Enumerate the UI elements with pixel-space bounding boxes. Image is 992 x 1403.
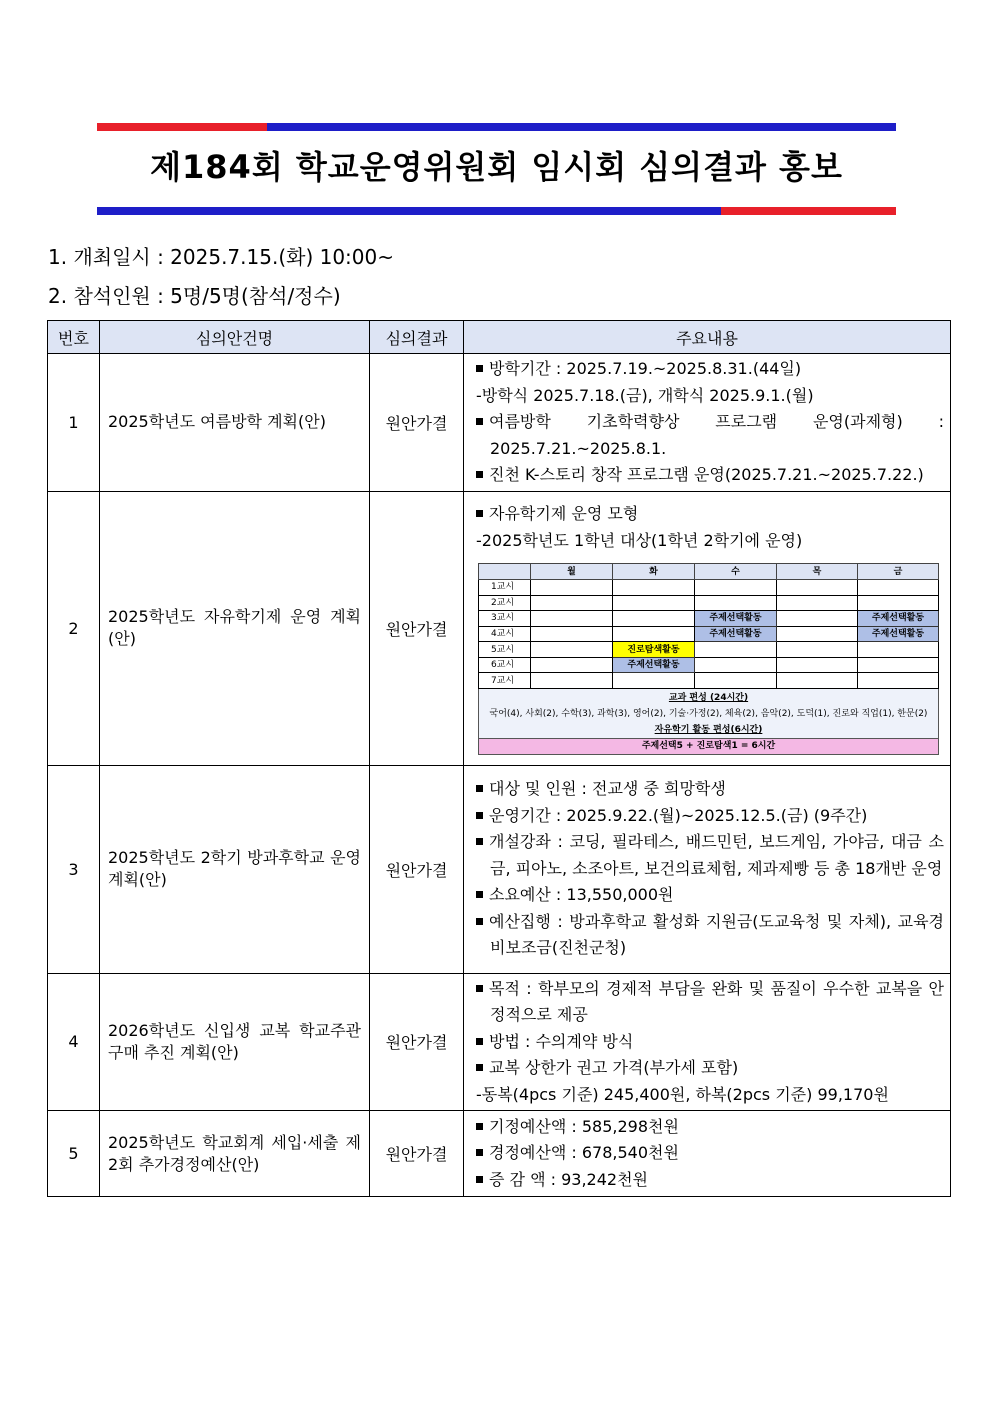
agenda-name: 2025학년도 자유학기제 운영 계획(안) [100, 491, 370, 765]
period-row [479, 673, 939, 689]
day-header: 화 [613, 564, 695, 580]
free-semester-title: 자유학기 활동 편성(6시간) [654, 725, 763, 736]
bullet-square-icon [476, 891, 483, 898]
sub-item: -동복(4pcs 기준) 245,400원, 하복(2pcs 기준) 99,170원 [476, 1084, 889, 1104]
empty-cell [695, 595, 777, 611]
header-content: 주요내용 [464, 321, 951, 354]
bullet-square-icon [476, 985, 483, 992]
bullet-item: 예산집행 : 방과후학교 활성화 지원금(도교육청 및 자체), 교육경비보조금(진천군청) [476, 909, 944, 962]
empty-cell [777, 595, 858, 611]
empty-cell [777, 579, 858, 595]
period-label: 5교시 [479, 642, 531, 658]
title-top-bar [97, 123, 896, 131]
content-cell [464, 354, 951, 492]
timetable-header [479, 564, 939, 580]
bullet-item: 기정예산액 : 585,298천원 [476, 1114, 944, 1141]
row-number: 5 [48, 1111, 100, 1197]
result: 원안가결 [370, 491, 464, 765]
bullet-square-icon [476, 471, 483, 478]
curriculum-subjects: 국어(4), 사회(2), 수학(3), 과학(3), 영어(2), 기술·가정(2), 체육(2), 음악(2), 도덕(1), 진로와 직업(1), 한문(2) [489, 709, 928, 720]
header-agenda: 심의안건명 [100, 321, 370, 354]
content-cell [464, 1111, 951, 1197]
topic-activity-cell: 주제선택활동 [858, 611, 939, 627]
bullet-item: 여름방학 기초학력향상 프로그램 운영(과제형) : 2025.7.21.~2025.8.1. [476, 409, 944, 462]
result: 원안가결 [370, 765, 464, 973]
bullet-item: 대상 및 인원 : 전교생 중 희망학생 [476, 776, 944, 803]
table-row [48, 1111, 951, 1197]
bullet-item: 소요예산 : 13,550,000원 [476, 882, 944, 909]
row-number: 2 [48, 491, 100, 765]
empty-cell [613, 611, 695, 627]
table-header-row [48, 321, 951, 354]
bullet-item: 자유학기제 운영 모형 [476, 501, 944, 528]
bullet-item: 방법 : 수의계약 방식 [476, 1029, 944, 1056]
content-cell [464, 491, 951, 765]
day-header: 목 [777, 564, 858, 580]
attendance: 2. 참석인원 : 5명/5명(참석/정수) [48, 284, 341, 308]
meeting-datetime: 1. 개최일시 : 2025.7.15.(화) 10:00~ [48, 245, 394, 269]
bullet-item: 개설강좌 : 코딩, 필라테스, 배드민턴, 보드게임, 가야금, 대금 소금, 피아노, 소조아트, 보건의료체험, 제과제빵 등 총 18개반 운영 [476, 829, 944, 882]
bullet-item: 목적 : 학부모의 경제적 부담을 완화 및 품질이 우수한 교복을 안정적으로 제공 [476, 976, 944, 1029]
table-row [48, 491, 951, 765]
day-header: 수 [695, 564, 777, 580]
empty-cell [858, 673, 939, 689]
period-label: 6교시 [479, 657, 531, 673]
table-row [48, 354, 951, 492]
career-activity-cell: 진로탐색활동 [613, 642, 695, 658]
empty-cell [777, 673, 858, 689]
bullet-square-icon [476, 510, 483, 517]
bullet-square-icon [476, 838, 483, 845]
period-label: 1교시 [479, 579, 531, 595]
bullet-item: 방학기간 : 2025.7.19.~2025.8.31.(44일) [476, 356, 944, 383]
bullet-square-icon [476, 785, 483, 792]
topic-activity-cell: 주제선택활동 [695, 611, 777, 627]
topic-activity-cell: 주제선택활동 [858, 626, 939, 642]
empty-cell [531, 595, 613, 611]
row-number: 3 [48, 765, 100, 973]
empty-cell [613, 673, 695, 689]
bullet-item: 운영기간 : 2025.9.22.(월)~2025.12.5.(금) (9주간) [476, 803, 944, 830]
table-row [48, 765, 951, 973]
empty-cell [777, 611, 858, 627]
result: 원안가결 [370, 354, 464, 492]
empty-cell [531, 657, 613, 673]
bullet-item: 증 감 액 : 93,242천원 [476, 1167, 944, 1194]
period-label: 4교시 [479, 626, 531, 642]
curriculum-title: 교과 편성 (24시간) [668, 693, 749, 704]
bullet-square-icon [476, 918, 483, 925]
empty-cell [858, 595, 939, 611]
result: 원안가결 [370, 973, 464, 1111]
agenda-name: 2025학년도 여름방학 계획(안) [100, 354, 370, 492]
period-label: 7교시 [479, 673, 531, 689]
sub-item: -2025학년도 1학년 대상(1학년 2학기에 운영) [476, 530, 803, 550]
bullet-square-icon [476, 1123, 483, 1130]
title-bottom-bar [97, 207, 896, 215]
agenda-name: 2026학년도 신입생 교복 학교주관구매 추진 계획(안) [100, 973, 370, 1111]
period-row [479, 642, 939, 658]
empty-cell [858, 642, 939, 658]
bullet-item: 진천 K-스토리 창작 프로그램 운영(2025.7.21.~2025.7.22.) [476, 462, 944, 489]
day-header: 금 [858, 564, 939, 580]
bullet-square-icon [476, 365, 483, 372]
page-title: 제184회 학교운영위원회 임시회 심의결과 홍보 [150, 148, 843, 186]
bullet-square-icon [476, 812, 483, 819]
content-cell [464, 973, 951, 1111]
bullet-square-icon [476, 1176, 483, 1183]
header-result: 심의결과 [370, 321, 464, 354]
results-table [47, 320, 951, 1197]
empty-cell [531, 579, 613, 595]
timetable-corner [479, 564, 531, 580]
bullet-item: 경정예산액 : 678,540천원 [476, 1140, 944, 1167]
empty-cell [531, 611, 613, 627]
empty-cell [613, 595, 695, 611]
empty-cell [695, 579, 777, 595]
empty-cell [531, 642, 613, 658]
empty-cell [858, 657, 939, 673]
bullet-square-icon [476, 1038, 483, 1045]
period-row [479, 595, 939, 611]
bullet-square-icon [476, 1064, 483, 1071]
topic-activity-cell: 주제선택활동 [695, 626, 777, 642]
timetable [478, 563, 938, 754]
table-row [48, 973, 951, 1111]
empty-cell [777, 626, 858, 642]
empty-cell [695, 673, 777, 689]
period-row [479, 579, 939, 595]
empty-cell [531, 673, 613, 689]
row-number: 4 [48, 973, 100, 1111]
curriculum-box [479, 689, 939, 739]
bullet-item: 교복 상한가 권고 가격(부가세 포함) [476, 1055, 944, 1082]
period-row [479, 657, 939, 673]
free-semester-sum: 주제선택5 + 진로탐색1 = 6시간 [479, 739, 939, 755]
empty-cell [777, 642, 858, 658]
bullet-square-icon [476, 1149, 483, 1156]
agenda-name: 2025학년도 학교회계 세입·세출 제2회 추가경정예산(안) [100, 1111, 370, 1197]
empty-cell [531, 626, 613, 642]
content-cell [464, 765, 951, 973]
empty-cell [858, 579, 939, 595]
agenda-name: 2025학년도 2학기 방과후학교 운영 계획(안) [100, 765, 370, 973]
bullet-square-icon [476, 418, 483, 425]
sub-item: -방학식 2025.7.18.(금), 개학식 2025.9.1.(월) [476, 385, 814, 405]
header-no: 번호 [48, 321, 100, 354]
timetable-grid [478, 563, 939, 754]
day-header: 월 [531, 564, 613, 580]
period-label: 2교시 [479, 595, 531, 611]
empty-cell [695, 642, 777, 658]
period-row [479, 626, 939, 642]
empty-cell [613, 579, 695, 595]
result: 원안가결 [370, 1111, 464, 1197]
empty-cell [613, 626, 695, 642]
period-label: 3교시 [479, 611, 531, 627]
empty-cell [695, 657, 777, 673]
topic-activity-cell: 주제선택활동 [613, 657, 695, 673]
row-number: 1 [48, 354, 100, 492]
period-row [479, 611, 939, 627]
empty-cell [777, 657, 858, 673]
